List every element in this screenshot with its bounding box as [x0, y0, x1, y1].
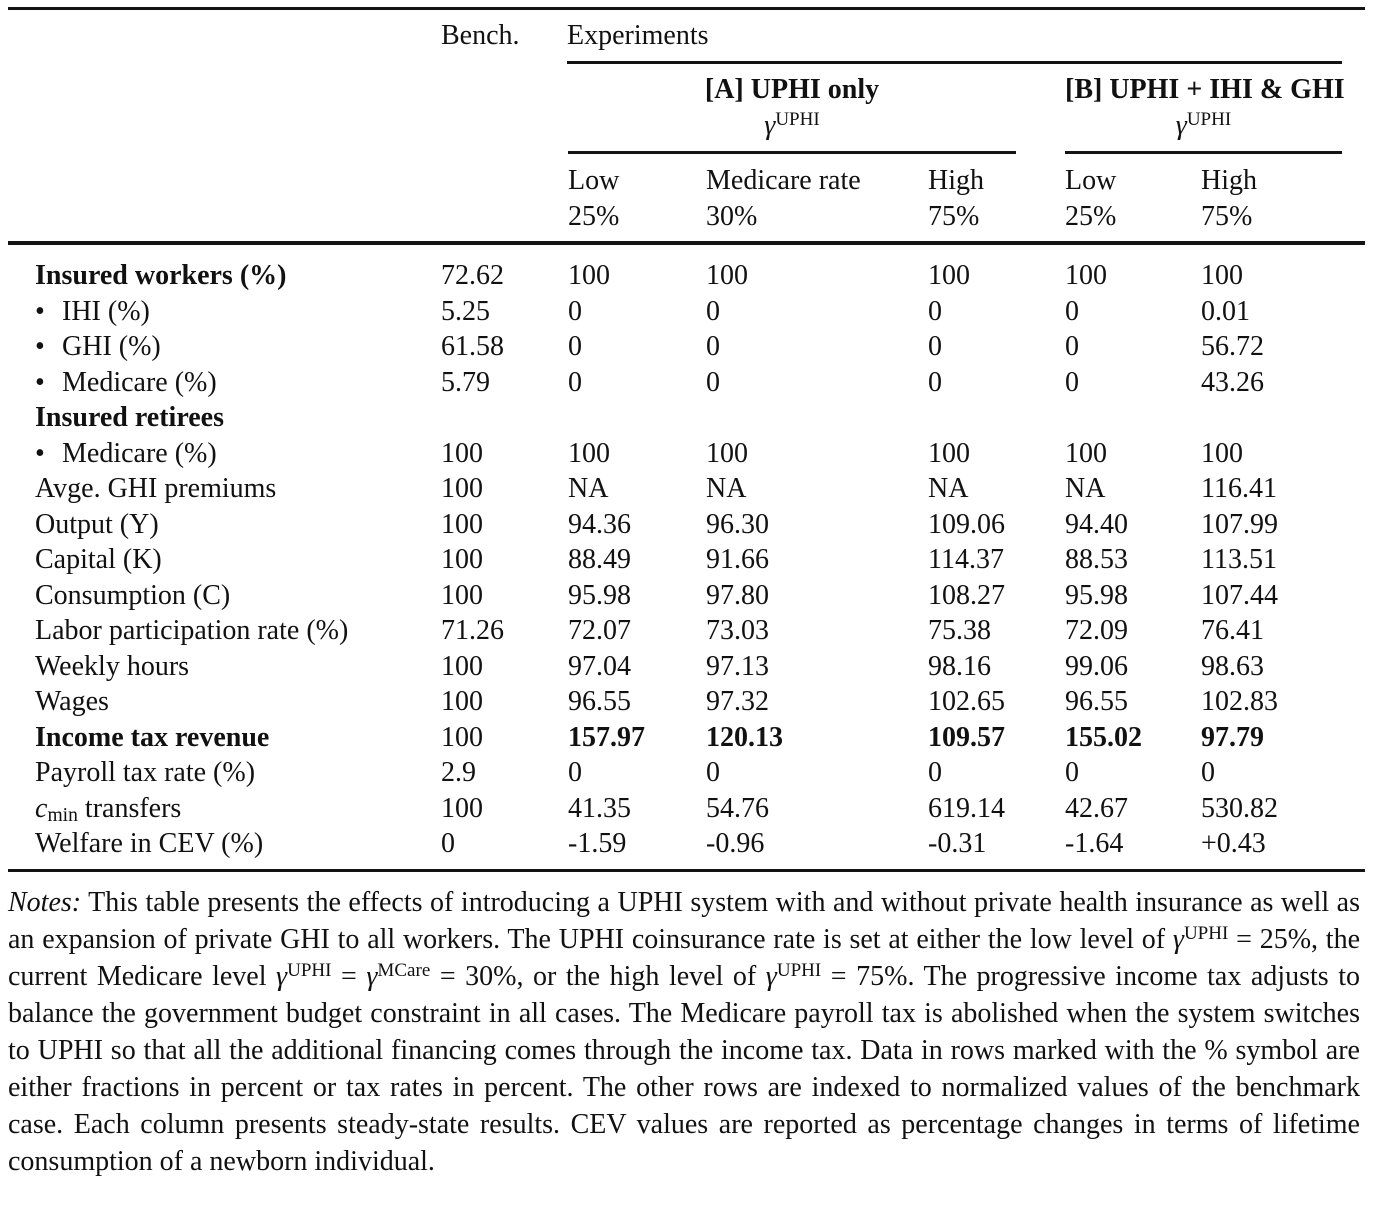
row-label: • GHI (%)	[35, 329, 161, 365]
bench-value: 100	[441, 721, 483, 753]
cell-value: 97.04	[568, 650, 631, 682]
row-label: Weekly hours	[35, 650, 190, 682]
gamma-symbol: γ	[276, 961, 288, 992]
table-row	[0, 436, 1375, 472]
cell-value: 116.41	[1201, 473, 1277, 504]
column-header-line2: 30%	[706, 200, 758, 232]
notes-lead-label: Notes:	[8, 887, 82, 918]
column-header-line2: 25%	[1065, 200, 1117, 232]
row-label: Payroll tax rate (%)	[35, 757, 256, 788]
row-label: • Medicare (%)	[35, 365, 217, 401]
row-label: Avge. GHI premiums	[35, 473, 277, 504]
group-a-coinsurance-formula	[568, 108, 1016, 144]
bench-value: 2.9	[441, 757, 476, 788]
cell-value: 41.35	[568, 792, 631, 824]
gamma-symbol: γ	[1175, 110, 1187, 141]
group-a-title: [A] UPHI only	[704, 74, 880, 105]
cell-value: 72.09	[1065, 615, 1128, 646]
cell-value: 100	[568, 437, 610, 469]
cell-value: 109.57	[928, 721, 1005, 753]
cell-value: 0	[928, 366, 942, 398]
group-b-underline-rule	[1065, 151, 1342, 154]
table-row	[0, 720, 1375, 756]
table-row	[0, 826, 1375, 862]
table-row	[0, 791, 1375, 827]
cell-value: 157.97	[568, 721, 645, 753]
group-b-header	[1065, 72, 1345, 144]
cell-value: 0	[1065, 331, 1079, 362]
bench-value: 100	[441, 792, 483, 824]
table-body	[0, 258, 1375, 862]
table-row	[0, 507, 1375, 543]
cell-value: 0	[1201, 757, 1215, 788]
gamma-symbol: γ	[765, 961, 777, 992]
cell-value: 102.83	[1201, 686, 1278, 717]
row-label: Consumption (C)	[35, 579, 231, 611]
table-row	[0, 400, 1375, 436]
bench-value: 5.79	[441, 366, 490, 398]
bench-value: 100	[441, 437, 483, 469]
cell-value: 0	[706, 757, 720, 788]
cell-value: 95.98	[1065, 579, 1128, 611]
cell-value: +0.43	[1201, 828, 1266, 859]
bench-value: 100	[441, 579, 483, 611]
cell-value: 0	[706, 331, 720, 362]
cell-value: 0	[928, 757, 942, 788]
row-label: Labor participation rate (%)	[35, 615, 349, 646]
cell-value: 72.07	[568, 615, 631, 646]
cell-value: 100	[1065, 260, 1107, 291]
cell-value: 95.98	[568, 579, 631, 611]
column-header-line1: Low	[568, 165, 620, 196]
row-label: Insured retirees	[35, 402, 224, 433]
table-row	[0, 329, 1375, 365]
cell-value: 0	[1065, 295, 1079, 327]
table-row	[0, 542, 1375, 578]
cell-value: 102.65	[928, 686, 1005, 717]
experiments-underline-rule	[567, 61, 1342, 64]
gamma-superscript: UPHI	[1186, 108, 1232, 130]
experiments-header: Experiments	[567, 20, 709, 51]
table-row	[0, 684, 1375, 720]
gamma-superscript: UPHI	[1183, 922, 1229, 944]
cell-value: 0.01	[1201, 295, 1250, 327]
bench-value: 71.26	[441, 615, 504, 646]
cell-value: 97.79	[1201, 721, 1264, 753]
bullet-icon: •	[35, 295, 45, 327]
row-label: • IHI (%)	[35, 294, 150, 330]
column-header-a-low	[568, 163, 619, 234]
cell-value: 0	[706, 366, 720, 398]
cell-value: 96.30	[706, 508, 769, 540]
column-header-line1: High	[928, 165, 984, 196]
cell-value: 109.06	[928, 508, 1005, 540]
cell-value: NA	[706, 473, 747, 504]
table-row	[0, 471, 1375, 507]
cell-value: -1.64	[1065, 828, 1124, 859]
header-body-separator-rule	[8, 241, 1365, 245]
cell-value: 619.14	[928, 792, 1005, 824]
bench-value: 5.25	[441, 295, 490, 327]
table-top-rule	[8, 7, 1365, 10]
cell-value: NA	[1065, 473, 1106, 504]
cell-value: 91.66	[706, 544, 769, 575]
cell-value: 94.36	[568, 508, 631, 540]
cell-value: 0	[568, 366, 582, 398]
cell-value: 530.82	[1201, 792, 1278, 824]
cell-value: 99.06	[1065, 650, 1128, 682]
bench-value: 100	[441, 650, 483, 682]
group-b-title: [B] UPHI + IHI & GHI	[1065, 74, 1345, 105]
group-b-coinsurance-formula	[1065, 108, 1342, 144]
cell-value: 0	[928, 295, 942, 327]
cell-value: -0.96	[706, 828, 765, 859]
notes-paragraph: Notes: This table presents the effects of introducing a UPHI system with and without private health insurance as well as an expansion of private GHI to all workers. The UPHI coinsurance rate is set at either the low level of $\gamma^{UPHI} = 25\%$, the current Medicare level $\gamma^{UPHI} = \gamma^{MCare} = 30\%$, or the high level of $\gamma^{UPHI} = 75\%$. The progressive income tax adjusts to balance the government budget constraint in all cases. The Medicare payroll tax is abolished when the system switches to UPHI so that all the additional financing comes through the income tax. Data in rows marked with the % symbol are either fractions in percent or tax rates in percent. The other rows are indexed to normalized values of the benchmark case. Each column presents steady-state results. CEV values are reported as percentage changes in terms of lifetime consumption of a newborn individual.	[8, 887, 1360, 1177]
cell-value: 0	[706, 295, 720, 327]
column-header-line2: 75%	[1201, 200, 1253, 232]
cell-value: 100	[1201, 260, 1243, 291]
cell-value: 120.13	[706, 721, 783, 753]
cell-value: 100	[706, 260, 748, 291]
cell-value: 108.27	[928, 579, 1005, 611]
gamma-symbol: γ	[366, 961, 378, 992]
cell-value: -1.59	[568, 828, 627, 859]
cell-value: 100	[706, 437, 748, 469]
row-label: $c_{min}$ transfers	[35, 792, 182, 826]
cell-value: 100	[568, 260, 610, 291]
bench-value: 61.58	[441, 331, 504, 362]
bench-value: 100	[441, 473, 483, 504]
cell-value: 113.51	[1201, 544, 1277, 575]
group-a-underline-rule	[568, 151, 1016, 154]
cell-value: 73.03	[706, 615, 769, 646]
column-header-line1: High	[1201, 165, 1257, 196]
gamma-superscript: UPHI	[775, 108, 820, 130]
cell-value: 94.40	[1065, 508, 1128, 540]
table-row	[0, 755, 1375, 791]
gamma-symbol: γ	[1172, 924, 1184, 955]
table-row	[0, 294, 1375, 330]
row-label: Welfare in CEV (%)	[35, 828, 264, 859]
cell-value: 0	[1065, 757, 1079, 788]
row-label: • Medicare (%)	[35, 436, 217, 472]
row-label: Wages	[35, 686, 109, 717]
row-label: Output (Y)	[35, 508, 159, 540]
group-a-header	[568, 72, 1016, 144]
cell-value: 0	[928, 331, 942, 362]
table-bottom-rule	[8, 869, 1365, 872]
column-header-line1: Low	[1065, 165, 1117, 196]
cell-value: 54.76	[706, 792, 769, 824]
bullet-icon: •	[35, 366, 45, 398]
cell-value: 43.26	[1201, 366, 1264, 398]
cell-value: 0	[1065, 366, 1079, 398]
bullet-icon: •	[35, 437, 45, 469]
table-row	[0, 613, 1375, 649]
cell-value: 107.44	[1201, 579, 1278, 611]
gamma-superscript: UPHI	[287, 959, 332, 981]
gamma-superscript: UPHI	[776, 959, 822, 981]
bench-value: 72.62	[441, 260, 504, 291]
column-header-b-high	[1201, 163, 1257, 234]
cell-value: 98.16	[928, 650, 991, 682]
cell-value: 97.13	[706, 650, 769, 682]
gamma-superscript: MCare	[377, 959, 431, 981]
column-header-a-medicare-rate	[706, 163, 861, 234]
bench-value: 100	[441, 544, 483, 575]
cell-value: 97.32	[706, 686, 769, 717]
cell-value: 76.41	[1201, 615, 1264, 646]
cell-value: 97.80	[706, 579, 769, 611]
cell-value: 107.99	[1201, 508, 1278, 540]
gamma-symbol: γ	[764, 110, 776, 141]
cell-value: NA	[928, 473, 969, 504]
cell-value: 96.55	[1065, 686, 1128, 717]
cell-value: 56.72	[1201, 331, 1264, 362]
cell-value: 100	[928, 437, 970, 469]
cell-value: 75.38	[928, 615, 991, 646]
bench-value: 100	[441, 508, 483, 540]
cell-value: 42.67	[1065, 792, 1128, 824]
bench-column-header: Bench.	[441, 20, 520, 51]
cell-value: 98.63	[1201, 650, 1264, 682]
column-header-line1: Medicare rate	[706, 165, 861, 196]
bench-value: 0	[441, 828, 455, 859]
row-label: Income tax revenue	[35, 721, 270, 753]
cell-value: 0	[568, 295, 582, 327]
cell-value: 100	[1065, 437, 1107, 469]
table-row	[0, 649, 1375, 685]
cell-value: 96.55	[568, 686, 631, 717]
cell-value: -0.31	[928, 828, 987, 859]
table-row	[0, 258, 1375, 294]
column-header-a-high	[928, 163, 984, 234]
column-header-line2: 75%	[928, 200, 980, 232]
table-row	[0, 365, 1375, 401]
table-row	[0, 578, 1375, 614]
cell-value: 100	[928, 260, 970, 291]
row-label: Capital (K)	[35, 544, 162, 575]
cell-value: 114.37	[928, 544, 1004, 575]
column-header-b-low	[1065, 163, 1116, 234]
bench-value: 100	[441, 686, 483, 717]
cell-value: 88.53	[1065, 544, 1128, 575]
row-label: Insured workers (%)	[35, 260, 287, 291]
column-header-line2: 25%	[568, 200, 620, 232]
cell-value: 155.02	[1065, 721, 1142, 753]
cell-value: NA	[568, 473, 609, 504]
cell-value: 0	[568, 757, 582, 788]
bullet-icon: •	[35, 331, 45, 362]
cell-value: 0	[568, 331, 582, 362]
cell-value: 100	[1201, 437, 1243, 469]
cell-value: 88.49	[568, 544, 631, 575]
